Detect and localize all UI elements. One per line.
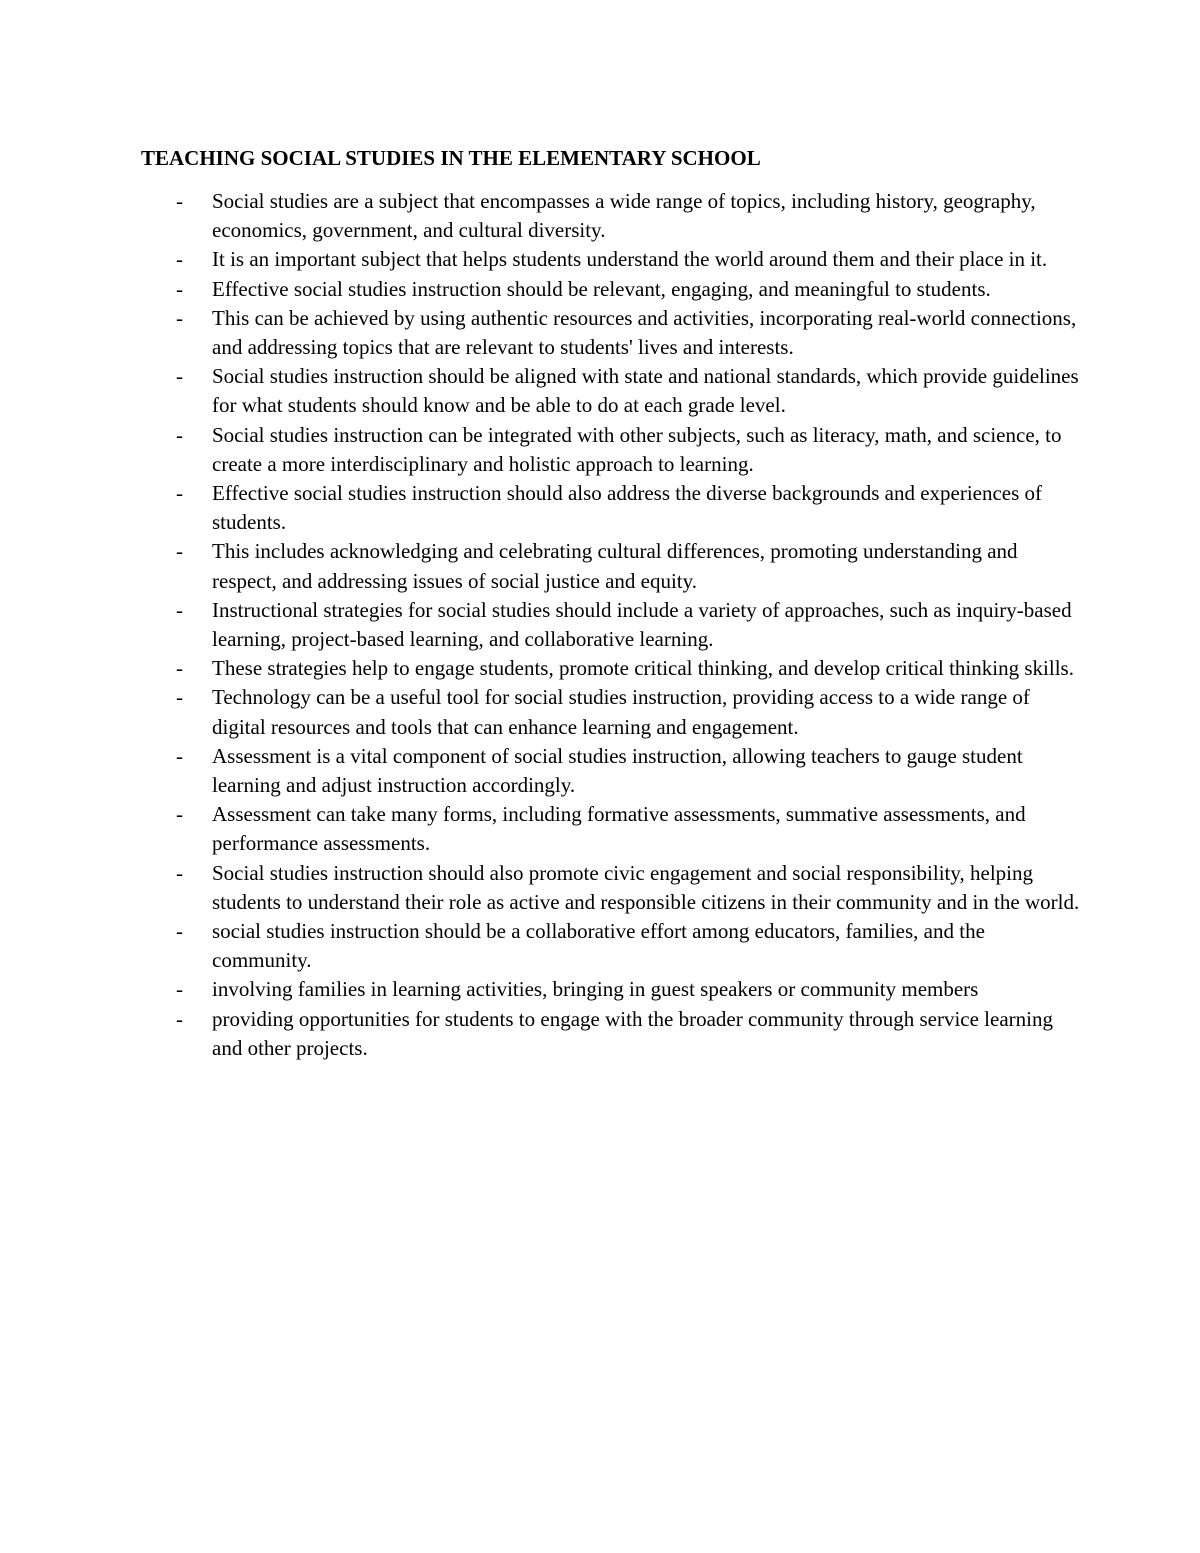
bullet-list bbox=[141, 187, 1081, 1063]
list-item bbox=[141, 421, 1081, 479]
bullet-dash: - bbox=[176, 1006, 183, 1031]
list-item bbox=[141, 537, 1081, 595]
list-item bbox=[141, 245, 1081, 274]
list-item-text: providing opportunities for students to engage with the broader community through service learning and other projects. bbox=[212, 1006, 1053, 1060]
list-item bbox=[141, 800, 1081, 858]
list-item bbox=[141, 304, 1081, 362]
bullet-dash: - bbox=[176, 743, 183, 768]
list-item-text: Social studies instruction can be integrated with other subjects, such as literacy, math, and science, to create a more interdisciplinary and holistic approach to learning. bbox=[212, 422, 1062, 476]
bullet-dash: - bbox=[176, 276, 183, 301]
list-item-text: Social studies instruction should also promote civic engagement and social responsibility, helping students to understand their role as active and responsible citizens in their community and in the world. bbox=[212, 860, 1080, 914]
list-item-text: Social studies instruction should be aligned with state and national standards, which provide guidelines for what students should know and be able to do at each grade level. bbox=[212, 364, 1079, 418]
list-item-text: Instructional strategies for social studies should include a variety of approaches, such as inquiry-based learning, project-based learning, and collaborative learning. bbox=[212, 597, 1072, 652]
list-item bbox=[141, 1005, 1081, 1063]
list-item bbox=[141, 859, 1081, 917]
bullet-dash: - bbox=[176, 977, 183, 1002]
list-item bbox=[141, 275, 1081, 304]
bullet-dash: - bbox=[176, 364, 183, 389]
list-item-text: This includes acknowledging and celebrating cultural differences, promoting understanding and respect, and addressing issues of social justice and equity. bbox=[212, 539, 1018, 593]
bullet-dash: - bbox=[176, 539, 183, 564]
bullet-dash: - bbox=[176, 685, 183, 710]
list-item-text: social studies instruction should be a collaborative effort among educators, families, and the community. bbox=[212, 919, 985, 973]
bullet-dash: - bbox=[176, 422, 183, 447]
list-item bbox=[141, 596, 1081, 654]
list-item-text: Social studies are a subject that encompasses a wide range of topics, including history, geography, economics, government, and cultural diversity. bbox=[212, 189, 1036, 243]
bullet-dash: - bbox=[176, 919, 183, 944]
list-item-text: It is an important subject that helps students understand the world around them and their place in it. bbox=[212, 247, 1048, 272]
list-item-text: Effective social studies instruction should be relevant, engaging, and meaningful to students. bbox=[212, 276, 991, 301]
bullet-dash: - bbox=[176, 189, 183, 213]
list-item-text: Assessment can take many forms, including formative assessments, summative assessments, and performance assessments. bbox=[212, 802, 1026, 856]
list-item-text: This can be achieved by using authentic resources and activities, incorporating real-world connections, and addressing topics that are relevant to students' lives and interests. bbox=[212, 305, 1077, 360]
list-item bbox=[141, 479, 1081, 537]
list-item bbox=[141, 917, 1081, 975]
list-item-text: involving families in learning activities, bringing in guest speakers or community members bbox=[212, 977, 979, 1002]
list-item bbox=[141, 187, 1081, 245]
list-item bbox=[141, 742, 1081, 800]
list-item-text: These strategies help to engage students, promote critical thinking, and develop critical thinking skills. bbox=[212, 656, 1074, 681]
list-item bbox=[141, 362, 1081, 420]
bullet-dash: - bbox=[176, 305, 183, 330]
list-item-text: Effective social studies instruction should also address the diverse backgrounds and experiences of students. bbox=[212, 481, 1043, 535]
bullet-dash: - bbox=[176, 802, 183, 827]
list-item-text: Assessment is a vital component of social studies instruction, allowing teachers to gauge student learning and adjust instruction accordingly. bbox=[212, 743, 1023, 798]
bullet-dash: - bbox=[176, 656, 183, 681]
list-item bbox=[141, 683, 1081, 741]
bullet-dash: - bbox=[176, 860, 183, 885]
bullet-dash: - bbox=[176, 597, 183, 622]
bullet-dash: - bbox=[176, 247, 183, 272]
document-title: TEACHING SOCIAL STUDIES IN THE ELEMENTARY SCHOOL bbox=[141, 146, 761, 170]
list-item-text: Technology can be a useful tool for social studies instruction, providing access to a wide range of digital resources and tools that can enhance learning and engagement. bbox=[212, 685, 1030, 739]
list-item bbox=[141, 975, 1081, 1004]
bullet-dash: - bbox=[176, 481, 183, 506]
list-item bbox=[141, 654, 1081, 683]
